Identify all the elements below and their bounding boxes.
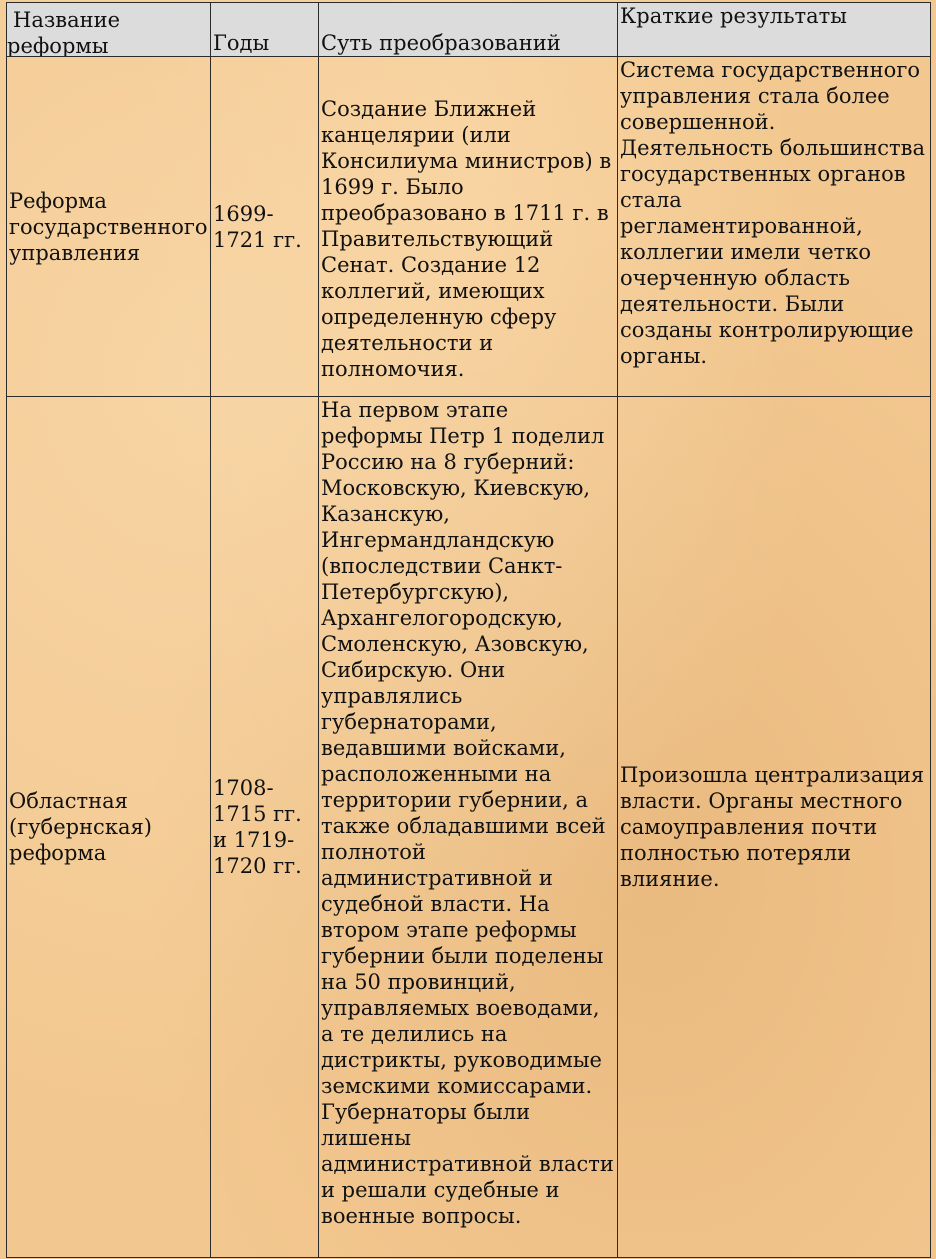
header-essence-label: Суть преобразований bbox=[321, 31, 561, 55]
row2-years: 1708-1715 гг. и 1719-1720 гг. bbox=[213, 776, 302, 878]
row1-years: 1699-1721 гг. bbox=[213, 201, 302, 252]
header-years-label: Годы bbox=[213, 31, 270, 55]
header-reform-name-line1: Название bbox=[13, 8, 121, 32]
row2-essence: На первом этапе реформы Петр 1 поделил Россию на 8 губерний: Московскую, Киевскую, Казанскую, Ингермандландскую (впоследствии Санкт-Петербургскую), Архангелогородскую, Смоленскую, Азовскую, Сибирскую. Они управлялись губернаторами, ведавшими войсками, расположенными на территории губернии, а также обладавшими всей полнотой административной и судебной власти. На втором этапе реформы губернии были поделены на 50 провинций, управляемых воеводами, а те делились на дистрикты, руководимые земскими комиссарами. Губернаторы были лишены административной власти и решали судебные и военные вопросы. bbox=[321, 398, 614, 1228]
row1-name: Реформа государственного управления bbox=[9, 188, 208, 265]
row2-results: Произошла централизация власти. Органы местного самоуправления почти полностью потеряли влияние. bbox=[620, 763, 925, 891]
header-reform-name bbox=[6, 2, 211, 57]
header-results bbox=[617, 2, 931, 57]
row1-name-cell bbox=[6, 56, 211, 397]
row2-name-cell bbox=[6, 396, 211, 1258]
row2-years-cell bbox=[210, 396, 319, 1258]
row2-results-cell bbox=[617, 396, 931, 1258]
header-essence bbox=[318, 2, 618, 57]
row1-results: Система государственного управления стала более совершенной. Деятельность большинства государственных органов стала регламентированной, коллегии имели четко очерченную область деятельности. Были созданы контролирующие органы. bbox=[620, 58, 925, 368]
row1-results-cell bbox=[617, 56, 931, 397]
header-years bbox=[210, 2, 319, 57]
header-reform-name-line2: реформы bbox=[7, 34, 109, 57]
row2-essence-cell bbox=[318, 396, 618, 1258]
row2-name: Областная (губернская) реформа bbox=[9, 789, 152, 865]
row1-essence: Создание Ближней канцелярии (или Консилиума министров) в 1699 г. Было преобразовано в 1711 г. в Правительствующий Сенат. Создание 12 коллегий, имеющих определенную сферу деятельности и полномочия. bbox=[321, 96, 612, 381]
header-results-label: Краткие результаты bbox=[620, 4, 847, 28]
row1-essence-cell bbox=[318, 56, 618, 397]
row1-years-cell bbox=[210, 56, 319, 397]
